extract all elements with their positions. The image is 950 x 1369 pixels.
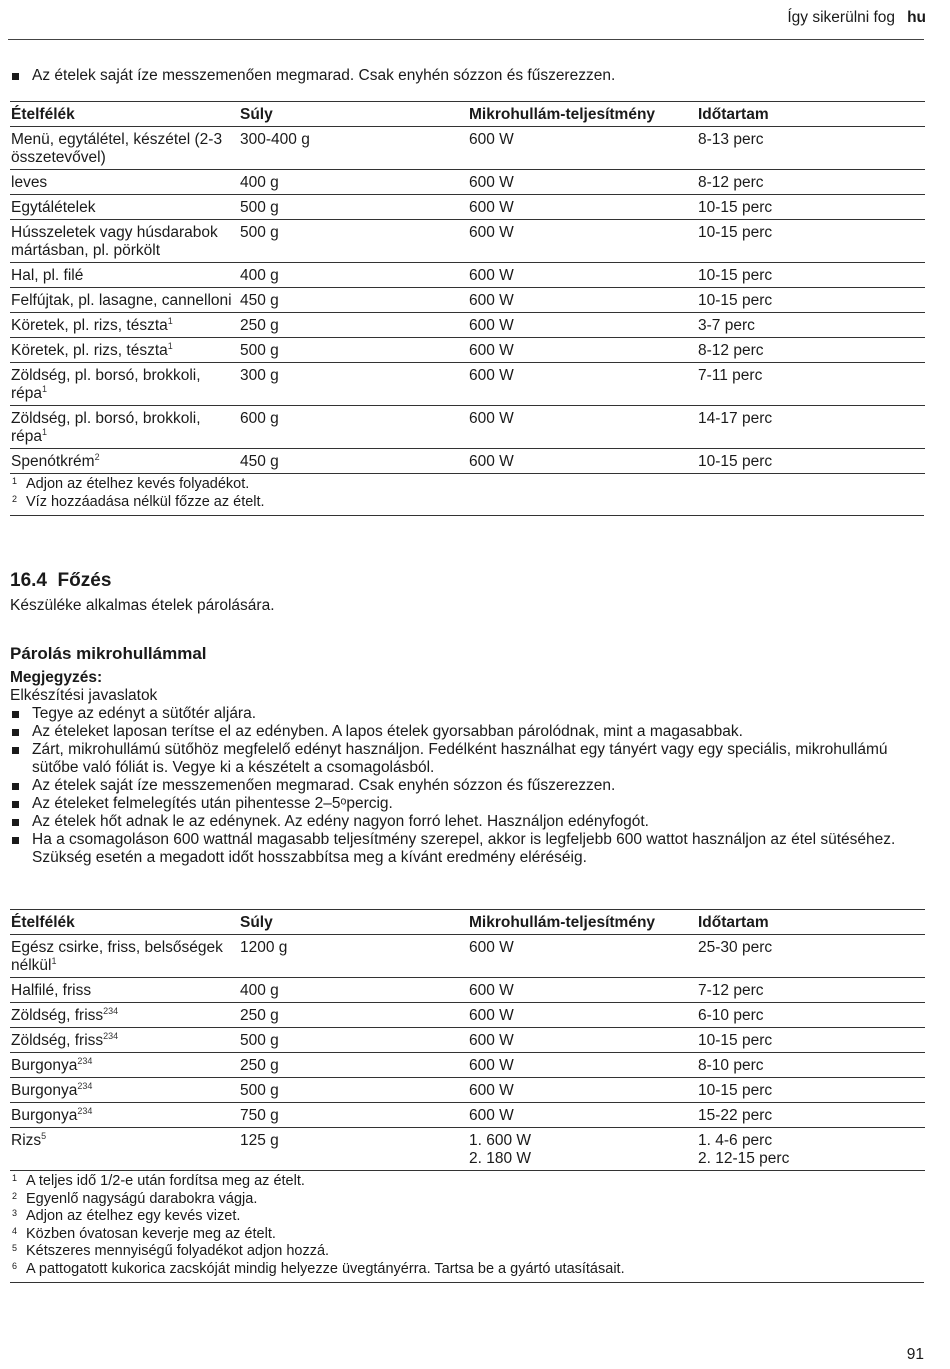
food-name: Köretek, pl. rizs, tészta	[11, 342, 168, 359]
footnote	[10, 476, 924, 494]
table-row	[10, 220, 925, 263]
footnote-number: 1	[12, 476, 18, 486]
col-header-weight: Súly	[240, 910, 469, 935]
header-title: Így sikerülni fog	[787, 9, 896, 26]
table-row	[10, 978, 925, 1003]
footnote-ref: 1	[42, 384, 48, 394]
cell-food	[10, 363, 240, 406]
table-row	[10, 1028, 925, 1053]
footnote-number: 1	[12, 1173, 18, 1183]
cell-weight: 250 g	[240, 1053, 469, 1078]
cell-power: 600 W	[469, 127, 698, 170]
footnote-text: A teljes idő 1/2-e után fordítsa meg az ételt.	[26, 1173, 305, 1189]
tip-item: Az ételek saját íze messzemenően megmarad. Csak enyhén sózzon és fűszerezzen.	[10, 777, 924, 795]
table-row	[10, 263, 925, 288]
cell-time: 8-13 perc	[698, 127, 925, 170]
cell-weight: 500 g	[240, 338, 469, 363]
footnote	[10, 1191, 924, 1209]
footnote-ref: 234	[77, 1106, 93, 1116]
food-name: Hal, pl. filé	[11, 267, 84, 284]
footnote-number: 5	[12, 1243, 18, 1253]
tip-item: Ha a csomagoláson 600 wattnál magasabb teljesítmény szerepel, akkor is legfeljebb 600 wattot használjon az étel sütéséhez. Szükség esetén a megadott időt hosszabbítsa meg a kívánt eredmény eléréséig.	[10, 831, 924, 867]
footnote	[10, 1208, 924, 1226]
table-row	[10, 195, 925, 220]
table-row	[10, 1078, 925, 1103]
cell-power: 600 W	[469, 1003, 698, 1028]
cell-power: 600 W	[469, 220, 698, 263]
cell-time: 8-10 perc	[698, 1053, 925, 1078]
food-name: Zöldség, friss	[11, 1032, 104, 1049]
cell-power: 600 W	[469, 263, 698, 288]
footnote-ref: 1	[167, 341, 173, 351]
cell-weight: 400 g	[240, 263, 469, 288]
cell-weight: 500 g	[240, 1078, 469, 1103]
cell-power: 600 W	[469, 1103, 698, 1128]
section-number: 16.4	[10, 570, 47, 591]
food-name: Köretek, pl. rizs, tészta	[11, 317, 168, 334]
cell-time: 6-10 perc	[698, 1003, 925, 1028]
footnote-ref: 234	[103, 1031, 119, 1041]
cell-food	[10, 338, 240, 363]
footnote	[10, 1243, 924, 1261]
cell-food	[10, 288, 240, 313]
cell-power: 600 W	[469, 406, 698, 449]
page-number: 91	[906, 1346, 924, 1363]
cell-power: 600 W	[469, 1078, 698, 1103]
food-name: Spenótkrém	[11, 453, 95, 470]
cell-power: 600 W	[469, 935, 698, 978]
subsection-title: Párolás mikrohullámmal	[10, 644, 207, 663]
food-name: Rizs	[11, 1132, 42, 1149]
intro-bullet-block	[10, 67, 924, 85]
food-name: Zöldség, pl. borsó, brokkoli, répa	[11, 410, 201, 445]
table-row	[10, 338, 925, 363]
table-row	[10, 406, 925, 449]
cell-time: 14-17 perc	[698, 406, 925, 449]
cell-food	[10, 1078, 240, 1103]
footnote-ref: 1	[167, 316, 173, 326]
cell-power: 600 W	[469, 313, 698, 338]
footnote-ref: 1	[51, 956, 57, 966]
cell-food	[10, 406, 240, 449]
cell-food	[10, 935, 240, 978]
table2-block	[10, 909, 924, 1283]
footnote-text: A pattogatott kukorica zacskóját mindig helyezze üvegtányérra. Tartsa be a gyártó utasításait.	[26, 1260, 625, 1277]
footnote-text: Közben óvatosan keverje meg az ételt.	[26, 1225, 276, 1242]
food-name: Burgonya	[11, 1107, 78, 1124]
table1-block	[10, 101, 924, 516]
cell-power: 600 W	[469, 363, 698, 406]
reheating-table	[10, 101, 925, 474]
section-intro: Készüléke alkalmas ételek párolására.	[10, 597, 275, 614]
cell-food	[10, 449, 240, 474]
col-header-time: Időtartam	[698, 102, 925, 127]
cell-weight: 300-400 g	[240, 127, 469, 170]
cell-food	[10, 1053, 240, 1078]
cell-power: 600 W	[469, 170, 698, 195]
cell-food	[10, 127, 240, 170]
footnote-number: 6	[12, 1260, 18, 1271]
footnote-ref: 2	[94, 452, 100, 462]
col-header-time: Időtartam	[698, 910, 925, 935]
cell-time: 10-15 perc	[698, 263, 925, 288]
table-row	[10, 1053, 925, 1078]
cell-power: 600 W	[469, 1028, 698, 1053]
cell-time: 1. 4-6 perc 2. 12-15 perc	[698, 1128, 925, 1171]
cell-weight: 250 g	[240, 1003, 469, 1028]
footnote-text: Adjon az ételhez egy kevés vizet.	[26, 1208, 241, 1224]
food-name: Felfújtak, pl. lasagne, cannelloni	[11, 292, 232, 309]
table-body	[10, 935, 925, 1171]
footnote-number: 2	[12, 1190, 18, 1201]
food-name: Zöldség, pl. borsó, brokkoli, répa	[11, 367, 201, 402]
table-row	[10, 127, 925, 170]
tips-list	[10, 705, 924, 867]
table-header-row	[10, 102, 925, 127]
section-title: Főzés	[57, 570, 112, 591]
food-name: Zöldség, friss	[11, 1007, 104, 1024]
tip-item: Tegye az edényt a sütőtér aljára.	[10, 705, 924, 723]
cell-time: 7-12 perc	[698, 978, 925, 1003]
cell-food	[10, 1003, 240, 1028]
cell-weight: 500 g	[240, 1028, 469, 1053]
cell-time: 3-7 perc	[698, 313, 925, 338]
tip-item: Az ételeket laposan terítse el az edényben. A lapos ételek gyorsabban párolódnak, mint a magasabbak.	[10, 723, 924, 741]
footnote	[10, 1261, 924, 1279]
cell-food	[10, 170, 240, 195]
food-name: Hússzeletek vagy húsdarabok mártásban, pl. pörkölt	[11, 224, 218, 259]
cell-power: 600 W	[469, 338, 698, 363]
table-row	[10, 1003, 925, 1028]
table-body	[10, 127, 925, 474]
tip-item: Zárt, mikrohullámú sütőhöz megfelelő edényt használjon. Fedélként használhat egy tányért vagy egy speciális, mikrohullámú sütőbe való fóliát is. Vegye ki a készételt a csomagolásból.	[10, 741, 924, 777]
footnote-ref: 234	[103, 1006, 119, 1016]
footnote-number: 3	[12, 1208, 18, 1218]
table2-footnotes	[10, 1171, 924, 1283]
food-name: Burgonya	[11, 1057, 78, 1074]
cell-time: 25-30 perc	[698, 935, 925, 978]
steaming-table	[10, 909, 925, 1171]
table-header-row	[10, 910, 925, 935]
footnote	[10, 1226, 924, 1244]
cell-food	[10, 195, 240, 220]
language-code: hu	[907, 9, 926, 26]
food-name: leves	[11, 174, 48, 191]
table-row	[10, 935, 925, 978]
cell-food	[10, 1103, 240, 1128]
note-intro: Elkészítési javaslatok	[10, 687, 158, 704]
cell-weight: 400 g	[240, 978, 469, 1003]
cell-food	[10, 978, 240, 1003]
cell-power: 600 W	[469, 449, 698, 474]
footnote-text: Adjon az ételhez kevés folyadékot.	[26, 476, 250, 492]
cell-power: 1. 600 W 2. 180 W	[469, 1128, 698, 1171]
footnote	[10, 1173, 924, 1191]
cell-time: 10-15 perc	[698, 1078, 925, 1103]
cell-time: 7-11 perc	[698, 363, 925, 406]
footnote	[10, 494, 924, 512]
cell-food	[10, 220, 240, 263]
tip-item: Az ételek hőt adnak le az edénynek. Az edény nagyon forró lehet. Használjon edényfogót.	[10, 813, 924, 831]
footnote-ref: 1	[42, 427, 48, 437]
table-row	[10, 313, 925, 338]
cell-time: 15-22 perc	[698, 1103, 925, 1128]
food-name: Egész csirke, friss, belsőségek nélkül	[11, 939, 223, 974]
cell-weight: 300 g	[240, 363, 469, 406]
col-header-power: Mikrohullám-teljesítmény	[469, 102, 698, 127]
page-header	[787, 9, 926, 27]
table1-footnotes	[10, 474, 924, 516]
footnote-text: Víz hozzáadása nélkül főzze az ételt.	[26, 493, 265, 510]
cell-food	[10, 313, 240, 338]
cell-time: 8-12 perc	[698, 170, 925, 195]
section-heading	[10, 572, 924, 590]
cell-time: 10-15 perc	[698, 449, 925, 474]
cell-power: 600 W	[469, 288, 698, 313]
cell-weight: 400 g	[240, 170, 469, 195]
cell-weight: 750 g	[240, 1103, 469, 1128]
intro-bullet: Az ételek saját íze messzemenően megmarad. Csak enyhén sózzon és fűszerezzen.	[10, 67, 924, 85]
cell-weight: 600 g	[240, 406, 469, 449]
cell-weight: 450 g	[240, 288, 469, 313]
cell-weight: 1200 g	[240, 935, 469, 978]
header-divider	[8, 39, 924, 40]
table-row	[10, 1128, 925, 1171]
cell-power: 600 W	[469, 978, 698, 1003]
cell-time: 8-12 perc	[698, 338, 925, 363]
note-label: Megjegyzés:	[10, 669, 103, 686]
col-header-weight: Súly	[240, 102, 469, 127]
footnote-number: 2	[12, 493, 18, 504]
food-name: Halfilé, friss	[11, 982, 92, 999]
cell-food	[10, 1028, 240, 1053]
cell-time: 10-15 perc	[698, 220, 925, 263]
col-header-food: Ételfélék	[10, 910, 240, 935]
cell-time: 10-15 perc	[698, 1028, 925, 1053]
cell-weight: 250 g	[240, 313, 469, 338]
cell-food	[10, 263, 240, 288]
table-row	[10, 449, 925, 474]
footnote-ref: 5	[41, 1131, 47, 1141]
table-row	[10, 1103, 925, 1128]
footnote-text: Kétszeres mennyiségű folyadékot adjon hozzá.	[26, 1243, 330, 1259]
cell-weight: 500 g	[240, 220, 469, 263]
section-cooking	[10, 572, 924, 867]
table-row	[10, 363, 925, 406]
table-row	[10, 288, 925, 313]
cell-weight: 450 g	[240, 449, 469, 474]
tip-item: Az ételeket felmelegítés után pihentesse 2‒5ᵒpercig.	[10, 795, 924, 813]
cell-weight: 500 g	[240, 195, 469, 220]
food-name: Menü, egytálétel, készétel (2-3 összetevővel)	[11, 131, 223, 166]
cell-power: 600 W	[469, 1053, 698, 1078]
col-header-food: Ételfélék	[10, 102, 240, 127]
footnote-ref: 234	[77, 1081, 93, 1091]
cell-weight: 125 g	[240, 1128, 469, 1171]
cell-food	[10, 1128, 240, 1171]
food-name: Egytálételek	[11, 199, 96, 216]
footnote-number: 4	[12, 1225, 18, 1236]
cell-power: 600 W	[469, 195, 698, 220]
footnote-ref: 234	[77, 1056, 93, 1066]
food-name: Burgonya	[11, 1082, 78, 1099]
footnote-text: Egyenlő nagyságú darabokra vágja.	[26, 1190, 258, 1207]
table-row	[10, 170, 925, 195]
col-header-power: Mikrohullám-teljesítmény	[469, 910, 698, 935]
cell-time: 10-15 perc	[698, 288, 925, 313]
cell-time: 10-15 perc	[698, 195, 925, 220]
